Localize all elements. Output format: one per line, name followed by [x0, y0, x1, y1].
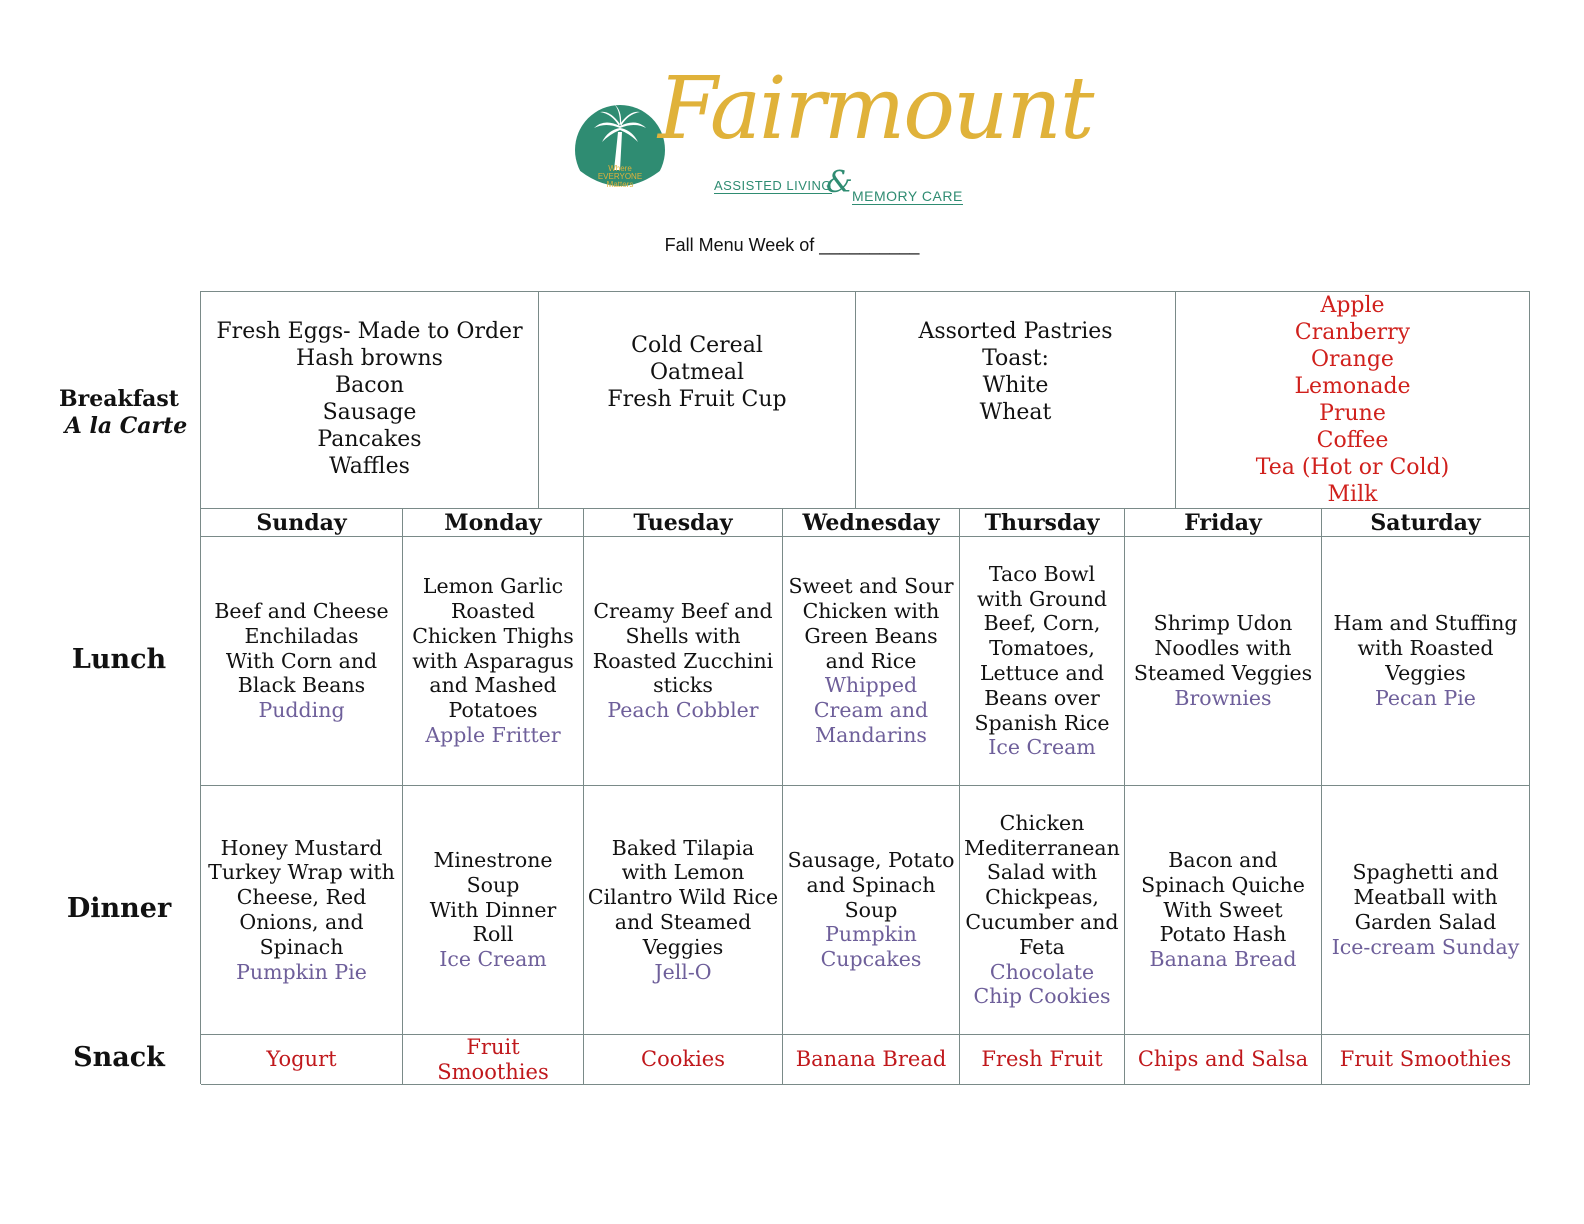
brand-name: Fairmount — [658, 59, 1093, 159]
dessert: Whipped — [824, 673, 918, 698]
dessert: Pumpkin — [825, 922, 917, 947]
lunch-tuesday: Creamy Beef and Shells with Roasted Zucchini sticks Peach Cobbler — [584, 537, 783, 786]
lunch-sunday: Beef and Cheese Enchiladas With Corn and Black Beans Pudding — [201, 537, 403, 786]
lunch-wednesday: Sweet and Sour Chicken with Green Beans and Rice Whipped Cream and Mandarins — [783, 537, 960, 786]
snack-thursday: Fresh Fruit — [960, 1035, 1125, 1085]
day-header-monday: Monday — [403, 509, 584, 537]
dessert: Mandarins — [815, 722, 927, 747]
breakfast-cereal-items: Cold Cereal Oatmeal Fresh Fruit Cup — [539, 292, 856, 509]
day-header-saturday: Saturday — [1322, 509, 1530, 537]
day-header-friday: Friday — [1125, 509, 1322, 537]
brand-ampersand: & — [826, 165, 853, 200]
dessert: Pumpkin Pie — [236, 959, 367, 984]
row-label-breakfast-sub: A la Carte — [64, 413, 188, 439]
breakfast-pastry-items: Assorted Pastries Toast: White Wheat — [856, 292, 1176, 509]
snack-monday: Fruit Smoothies — [403, 1035, 584, 1085]
dessert: Pudding — [258, 698, 345, 723]
dessert: Cupcakes — [820, 947, 922, 972]
dessert: Pecan Pie — [1375, 685, 1476, 710]
brand-sub-assisted-living: ASSISTED LIVING — [714, 178, 833, 193]
row-label-lunch: Lunch — [71, 644, 167, 675]
dessert: Ice Cream — [439, 947, 547, 972]
lunch-saturday: Ham and Stuffing with Roasted Veggies Pecan Pie — [1322, 537, 1530, 786]
dessert: Ice-cream Sunday — [1331, 934, 1520, 959]
lunch-thursday: Taco Bowl with Ground Beef, Corn, Tomatoes, Lettuce and Beans over Spanish Rice Ice Cream — [960, 537, 1125, 786]
logo-tagline: Where EVERYONE Matters — [597, 164, 643, 189]
row-label-dinner: Dinner — [66, 893, 172, 924]
dinner-sunday: Honey Mustard Turkey Wrap with Cheese, Red Onions, and Spinach Pumpkin Pie — [201, 786, 403, 1035]
lunch-monday: Lemon Garlic Roasted Chicken Thighs with Asparagus and Mashed Potatoes Apple Fritter — [403, 537, 584, 786]
day-header-tuesday: Tuesday — [584, 509, 783, 537]
lunch-friday: Shrimp Udon Noodles with Steamed Veggies Brownies — [1125, 537, 1322, 786]
snack-wednesday: Banana Bread — [783, 1035, 960, 1085]
day-header-sunday: Sunday — [201, 509, 403, 537]
snack-saturday: Fruit Smoothies — [1322, 1035, 1530, 1085]
dessert: Cream and — [813, 698, 929, 723]
dinner-tuesday: Baked Tilapia with Lemon Cilantro Wild Rice and Steamed Veggies Jell-O — [584, 786, 783, 1035]
dinner-thursday: Chicken Mediterranean Salad with Chickpeas, Cucumber and Feta Chocolate Chip Cookies — [960, 786, 1125, 1035]
fairmount-logo — [574, 59, 1093, 216]
dinner-saturday: Spaghetti and Meatball with Garden Salad Ice-cream Sunday — [1322, 786, 1530, 1035]
dinner-wednesday: Sausage, Potato and Spinach Soup Pumpkin Cupcakes — [783, 786, 960, 1035]
day-header-thursday: Thursday — [960, 509, 1125, 537]
row-label-snack: Snack — [73, 1042, 165, 1073]
snack-friday: Chips and Salsa — [1125, 1035, 1322, 1085]
row-label-breakfast: Breakfast A la Carte — [44, 386, 194, 440]
breakfast-drink-items: Apple Cranberry Orange Lemonade Prune Coffee Tea (Hot or Cold) Milk — [1176, 292, 1530, 509]
day-header-wednesday: Wednesday — [783, 509, 960, 537]
snack-sunday: Yogurt — [201, 1035, 403, 1085]
dessert: Banana Bread — [1149, 947, 1297, 972]
dinner-monday: Minestrone Soup With Dinner Roll Ice Cream — [403, 786, 584, 1035]
dessert: Chocolate — [989, 959, 1095, 984]
dinner-friday: Bacon and Spinach Quiche With Sweet Potato Hash Banana Bread — [1125, 786, 1322, 1035]
menu-title: Fall Menu Week of __________ — [664, 235, 920, 255]
dessert: Brownies — [1174, 685, 1272, 710]
dessert: Ice Cream — [988, 735, 1096, 760]
dessert: Apple Fritter — [425, 722, 561, 747]
breakfast-hot-items: Fresh Eggs- Made to Order Hash browns Bacon Sausage Pancakes Waffles — [201, 292, 539, 509]
dessert: Peach Cobbler — [607, 698, 759, 723]
dessert: Chip Cookies — [973, 984, 1111, 1009]
brand-sub-memory-care: MEMORY CARE — [852, 188, 963, 204]
dessert: Jell-O — [654, 959, 712, 984]
snack-tuesday: Cookies — [584, 1035, 783, 1085]
